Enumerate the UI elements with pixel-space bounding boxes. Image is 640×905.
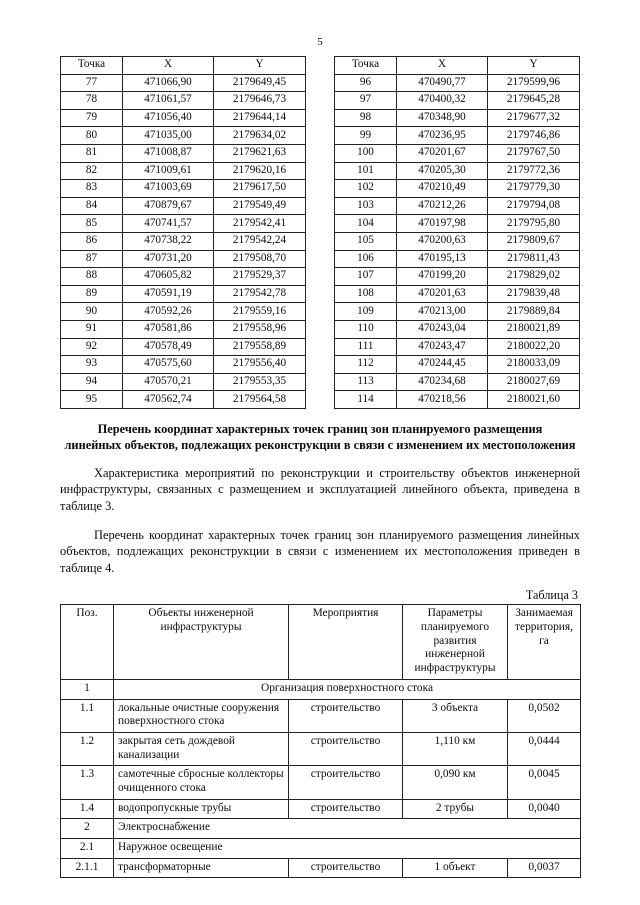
coordinate-table-right-body: [335, 74, 580, 408]
table-row: [335, 197, 580, 215]
cell-activity: строительство: [289, 732, 403, 765]
cell-point: 79: [61, 109, 123, 127]
cell-x: 470243,47: [397, 338, 488, 356]
cell-x: 470234,68: [397, 373, 488, 391]
section-heading-line-1: Перечень координат характерных точек границ зон планируемого размещения: [97, 421, 543, 436]
cell-activity: строительство: [289, 858, 403, 878]
column-header-position: Поз.: [61, 605, 114, 679]
cell-x: 470592,26: [123, 303, 214, 321]
cell-point: 85: [61, 215, 123, 233]
cell-x: 470205,30: [397, 162, 488, 180]
cell-object: водопропускные трубы: [114, 799, 289, 819]
cell-y: 2180027,69: [488, 373, 580, 391]
cell-point: 102: [335, 180, 397, 198]
table-header-row: [61, 57, 306, 75]
cell-point: 110: [335, 320, 397, 338]
table-row: [61, 268, 306, 286]
cell-section-title: Наружное освещение: [114, 839, 581, 859]
table-row: [61, 144, 306, 162]
cell-x: 470201,67: [397, 144, 488, 162]
cell-point: 81: [61, 144, 123, 162]
cell-y: 2179558,96: [214, 320, 306, 338]
page-number: 5: [317, 36, 323, 48]
cell-y: 2179553,35: [214, 373, 306, 391]
table-row: [61, 303, 306, 321]
table-row: [61, 232, 306, 250]
cell-x: 470212,26: [397, 197, 488, 215]
table-row: [335, 232, 580, 250]
table-row: [61, 180, 306, 198]
cell-y: 2179794,08: [488, 197, 580, 215]
cell-point: 112: [335, 356, 397, 374]
table-row: [335, 127, 580, 145]
cell-y: 2179559,16: [214, 303, 306, 321]
cell-x: 470562,74: [123, 391, 214, 409]
cell-y: 2180021,60: [488, 391, 580, 409]
cell-object: трансформаторные: [114, 858, 289, 878]
column-header-y: Y: [214, 57, 306, 75]
cell-point: 91: [61, 320, 123, 338]
table-row: [61, 839, 581, 859]
cell-point: 100: [335, 144, 397, 162]
cell-point: 103: [335, 197, 397, 215]
cell-x: 470200,63: [397, 232, 488, 250]
cell-object: локальные очистные сооружения поверхностного стока: [114, 699, 289, 732]
cell-y: 2180021,89: [488, 320, 580, 338]
coordinate-tables-row: [60, 56, 580, 409]
coordinate-table-right: [334, 56, 580, 409]
cell-point: 84: [61, 197, 123, 215]
cell-point: 93: [61, 356, 123, 374]
cell-x: 470578,49: [123, 338, 214, 356]
cell-x: 470738,22: [123, 232, 214, 250]
cell-parameter: 1 объект: [403, 858, 508, 878]
cell-area: 0,0045: [508, 766, 581, 799]
cell-point: 108: [335, 285, 397, 303]
cell-parameter: 1,110 км: [403, 732, 508, 765]
cell-area: 0,0502: [508, 699, 581, 732]
cell-point: 97: [335, 92, 397, 110]
cell-x: 470244,45: [397, 356, 488, 374]
cell-position: 1.1: [61, 699, 114, 732]
cell-area: 0,0037: [508, 858, 581, 878]
cell-x: 470741,57: [123, 215, 214, 233]
cell-x: 470210,49: [397, 180, 488, 198]
cell-x: 470731,20: [123, 250, 214, 268]
cell-point: 94: [61, 373, 123, 391]
cell-y: 2179620,16: [214, 162, 306, 180]
cell-parameter: 2 трубы: [403, 799, 508, 819]
cell-x: 470243,04: [397, 320, 488, 338]
cell-x: 471061,57: [123, 92, 214, 110]
table-row: [335, 74, 580, 92]
cell-y: 2179564,58: [214, 391, 306, 409]
cell-parameter: 3 объекта: [403, 699, 508, 732]
column-header-objects: Объекты инженерной инфраструктуры: [114, 605, 289, 679]
coordinate-table-left: [60, 56, 306, 409]
cell-y: 2179809,67: [488, 232, 580, 250]
cell-x: 470199,20: [397, 268, 488, 286]
table-row: [61, 819, 581, 839]
column-header-x: X: [397, 57, 488, 75]
cell-point: 88: [61, 268, 123, 286]
cell-y: 2179542,24: [214, 232, 306, 250]
table-row: [335, 356, 580, 374]
table-row: [61, 391, 306, 409]
cell-y: 2179889,84: [488, 303, 580, 321]
table-row: [61, 285, 306, 303]
table-row: [335, 303, 580, 321]
cell-y: 2179549,49: [214, 197, 306, 215]
table-row: [335, 250, 580, 268]
table-row: [335, 109, 580, 127]
cell-y: 2179779,30: [488, 180, 580, 198]
paragraph-characteristics: Характеристика мероприятий по реконструкции и строительству объектов инженерной инфраструктуры, связанных с размещением и эксплуатацией линейного объекта, приведена в таблице 3.: [60, 465, 580, 513]
section-heading: [60, 421, 580, 454]
measures-header-row: [61, 605, 581, 679]
cell-y: 2179599,96: [488, 74, 580, 92]
cell-x: 470575,60: [123, 356, 214, 374]
cell-y: 2179621,63: [214, 144, 306, 162]
cell-x: 470201,63: [397, 285, 488, 303]
cell-y: 2179558,89: [214, 338, 306, 356]
coordinate-table-left-body: [61, 74, 306, 408]
cell-point: 98: [335, 109, 397, 127]
column-header-point: Точка: [335, 57, 397, 75]
cell-x: 471009,61: [123, 162, 214, 180]
cell-point: 78: [61, 92, 123, 110]
cell-x: 470400,32: [397, 92, 488, 110]
cell-point: 113: [335, 373, 397, 391]
cell-object: самотечные сбросные коллекторы очищенного стока: [114, 766, 289, 799]
table-row: [61, 92, 306, 110]
cell-position: 1.4: [61, 799, 114, 819]
cell-activity: строительство: [289, 699, 403, 732]
measures-table-body: [61, 679, 581, 878]
table-row: [61, 799, 581, 819]
table-row: [335, 285, 580, 303]
cell-point: 101: [335, 162, 397, 180]
cell-y: 2179649,45: [214, 74, 306, 92]
cell-x: 470195,13: [397, 250, 488, 268]
cell-point: 83: [61, 180, 123, 198]
table-caption: Таблица 3: [525, 588, 578, 603]
cell-y: 2179617,50: [214, 180, 306, 198]
cell-x: 470879,67: [123, 197, 214, 215]
column-header-x: X: [123, 57, 214, 75]
column-header-parameters: Параметры планируемого развития инженерной инфраструктуры: [403, 605, 508, 679]
table-row: [61, 197, 306, 215]
table-row: [61, 373, 306, 391]
cell-y: 2179529,37: [214, 268, 306, 286]
cell-y: 2179646,73: [214, 92, 306, 110]
cell-x: 471056,40: [123, 109, 214, 127]
cell-point: 114: [335, 391, 397, 409]
table-row: [61, 127, 306, 145]
cell-y: 2179644,14: [214, 109, 306, 127]
cell-y: 2179508,70: [214, 250, 306, 268]
cell-point: 80: [61, 127, 123, 145]
table-row: [335, 320, 580, 338]
cell-point: 105: [335, 232, 397, 250]
table-row: [61, 858, 581, 878]
cell-x: 470605,82: [123, 268, 214, 286]
cell-x: 470236,95: [397, 127, 488, 145]
cell-point: 111: [335, 338, 397, 356]
cell-y: 2180022,20: [488, 338, 580, 356]
cell-y: 2179645,28: [488, 92, 580, 110]
cell-point: 107: [335, 268, 397, 286]
cell-x: 471035,00: [123, 127, 214, 145]
cell-y: 2179556,40: [214, 356, 306, 374]
cell-point: 82: [61, 162, 123, 180]
cell-y: 2179542,41: [214, 215, 306, 233]
cell-area: 0,0444: [508, 732, 581, 765]
paragraph-coordinates-list: Перечень координат характерных точек границ зон планируемого размещения линейных объектов, подлежащих реконструкции в связи с изменением их местоположения приведен в таблице 4.: [60, 527, 580, 575]
cell-point: 104: [335, 215, 397, 233]
table-row: [61, 699, 581, 732]
cell-object: закрытая сеть дождевой канализации: [114, 732, 289, 765]
column-header-activities: Мероприятия: [289, 605, 403, 679]
cell-y: 2179767,50: [488, 144, 580, 162]
cell-point: 92: [61, 338, 123, 356]
table-row: [61, 679, 581, 699]
table-row: [61, 162, 306, 180]
cell-y: 2179542,78: [214, 285, 306, 303]
cell-parameter: 0,090 км: [403, 766, 508, 799]
table-header-row: [335, 57, 580, 75]
cell-point: 86: [61, 232, 123, 250]
table-row: [61, 356, 306, 374]
cell-position: 1.3: [61, 766, 114, 799]
table-row: [335, 268, 580, 286]
cell-x: 471008,87: [123, 144, 214, 162]
table-row: [335, 338, 580, 356]
table-row: [61, 338, 306, 356]
column-header-area: Занимаемая территория, га: [508, 605, 581, 679]
cell-y: 2179829,02: [488, 268, 580, 286]
table-row: [335, 391, 580, 409]
cell-position: 2.1: [61, 839, 114, 859]
cell-y: 2180033,09: [488, 356, 580, 374]
cell-point: 99: [335, 127, 397, 145]
cell-x: 470490,77: [397, 74, 488, 92]
cell-x: 470581,86: [123, 320, 214, 338]
cell-y: 2179811,43: [488, 250, 580, 268]
cell-x: 470348,90: [397, 109, 488, 127]
cell-x: 470570,21: [123, 373, 214, 391]
cell-y: 2179839,48: [488, 285, 580, 303]
cell-section-title: Организация поверхностного стока: [114, 679, 581, 699]
cell-position: 1.2: [61, 732, 114, 765]
cell-x: 471066,90: [123, 74, 214, 92]
section-heading-line-2: линейных объектов, подлежащих реконструкции в связи с изменением их местоположения: [64, 438, 576, 453]
column-header-point: Точка: [61, 57, 123, 75]
table-row: [61, 109, 306, 127]
table-row: [61, 766, 581, 799]
cell-point: 109: [335, 303, 397, 321]
table-row: [335, 144, 580, 162]
cell-y: 2179772,36: [488, 162, 580, 180]
cell-x: 470213,00: [397, 303, 488, 321]
cell-y: 2179677,32: [488, 109, 580, 127]
cell-y: 2179746,86: [488, 127, 580, 145]
cell-activity: строительство: [289, 799, 403, 819]
cell-position: 2: [61, 819, 114, 839]
cell-point: 95: [61, 391, 123, 409]
cell-point: 89: [61, 285, 123, 303]
cell-point: 90: [61, 303, 123, 321]
cell-x: 470591,19: [123, 285, 214, 303]
cell-position: 1: [61, 679, 114, 699]
table-row: [335, 215, 580, 233]
table-row: [335, 162, 580, 180]
cell-x: 471003,69: [123, 180, 214, 198]
table-row: [61, 215, 306, 233]
cell-point: 87: [61, 250, 123, 268]
measures-table: [60, 604, 581, 878]
cell-point: 96: [335, 74, 397, 92]
cell-y: 2179795,80: [488, 215, 580, 233]
cell-position: 2.1.1: [61, 858, 114, 878]
cell-point: 77: [61, 74, 123, 92]
table-row: [61, 320, 306, 338]
cell-section-title: Электроснабжение: [114, 819, 581, 839]
table-row: [61, 732, 581, 765]
table-row: [61, 74, 306, 92]
cell-point: 106: [335, 250, 397, 268]
column-header-y: Y: [488, 57, 580, 75]
table-row: [61, 250, 306, 268]
cell-y: 2179634,02: [214, 127, 306, 145]
cell-x: 470197,98: [397, 215, 488, 233]
table-row: [335, 180, 580, 198]
cell-area: 0,0040: [508, 799, 581, 819]
table-row: [335, 373, 580, 391]
cell-activity: строительство: [289, 766, 403, 799]
table-row: [335, 92, 580, 110]
cell-x: 470218,56: [397, 391, 488, 409]
